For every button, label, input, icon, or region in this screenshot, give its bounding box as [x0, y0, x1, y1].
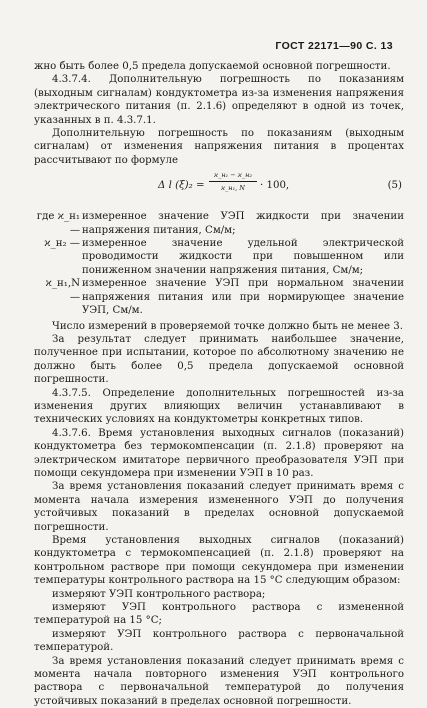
paragraph-4-3-7-4: 4.3.7.4. Дополнительную погрешность по показаниям (выходным сигналам) кондуктометра из-за изменения напряжения электрического питания (п. 2.1.6) определяют в одной из точек, указанных в п. 4.3.7.1.: [34, 74, 404, 126]
definition-text: измеренное значение удельной электрической проводимости жидкости при повышенном или пониженном значении напряжения питания, См/м;: [82, 238, 404, 276]
formula-5: [34, 169, 404, 207]
paragraph-intro: жно быть более 0,5 предела допускаемой основной погрешности.: [34, 61, 391, 72]
definition-text: измеренное значение УЭП жидкости при значении напряжения питания, См/м;: [82, 211, 404, 236]
paragraph-final: За время установления показаний следует принимать время с момента начала повторного изменения УЭП контрольного раствора с первоначальной температурой до получения устойчивых показаний в пределах основной погрешности.: [34, 655, 404, 707]
definition-item: [34, 237, 404, 277]
formula-fraction: [209, 171, 257, 192]
paragraph-time-2: Время установления выходных сигналов (показаний) кондуктометра с термокомпенсацией (п. 2.1.8) проверяют на контрольном растворе при помощи секундомера при изменении температуры контрольного раствора на 15 °С следующим образом:: [34, 535, 404, 587]
definition-text: измеренное значение УЭП при нормальном значении напряжения питания или при нормирующее значение УЭП, См/м.: [82, 278, 404, 317]
paragraph-measure-1: измеряют УЭП контрольного раствора;: [52, 588, 266, 600]
paragraph-4-3-7-6: 4.3.7.6. Время установления выходных сигналов (показаний) кондуктометра без термокомпенсации (п. 2.1.8) проверяют на электрическом имитаторе первичного преобразователя УЭП при помощи секундомера при изменении УЭП в 10 раз.: [34, 427, 404, 479]
paragraph-result: За результат следует принимать наибольшее значение, полученное при испытании, которое по абсолютному значению не должно быть более 0,5 предела допускаемой основной погрешности.: [34, 333, 404, 386]
paragraph-4-3-7-5: 4.3.7.5. Определение дополнительных погрешностей из-за изменения других влияющих величин устанавливают в технических условиях на кондуктометры конкретных типов.: [34, 387, 404, 426]
paragraph-time-1: За время установления показаний следует принимать время с момента начала измерения измененного УЭП до получения устойчивых показаний в пределах основной допускаемой погрешности.: [34, 481, 404, 533]
definition-symbol: ϰ_н₁,N —: [45, 278, 80, 303]
formula-multiplier: · 100,: [260, 180, 290, 192]
definition-item: [34, 277, 404, 317]
document-body: [34, 60, 404, 708]
paragraph-measure-2: измеряют УЭП контрольного раствора с измененной температурой на 15 °С;: [34, 602, 404, 627]
page-header: ГОСТ 22171—90 С. 13: [275, 40, 393, 52]
fraction-bar: [209, 181, 257, 182]
paragraph-count: Число измерений в проверяемой точке должно быть не менее 3.: [52, 320, 403, 332]
formula-denominator: ϰ_н₁, N: [220, 184, 245, 193]
formula-number: (5): [387, 180, 402, 192]
formula-lhs: Δ l (ξ)₂ =: [158, 180, 205, 192]
definition-symbol: ϰ_н₂ —: [44, 238, 80, 250]
definition-item: [34, 210, 404, 237]
definition-symbol: где ϰ_н₁ —: [36, 211, 80, 236]
paragraph-measure-3: измеряют УЭП контрольного раствора с первоначальной температурой.: [34, 628, 404, 654]
formula-numerator: ϰ_н₁ − ϰ_н₂: [214, 171, 252, 180]
definitions-list: [34, 210, 404, 317]
paragraph-additional-error: Дополнительную погрешность по показаниям (выходным сигналам) от изменения напряжения питания в процентах рассчитывают по формуле: [34, 128, 404, 166]
